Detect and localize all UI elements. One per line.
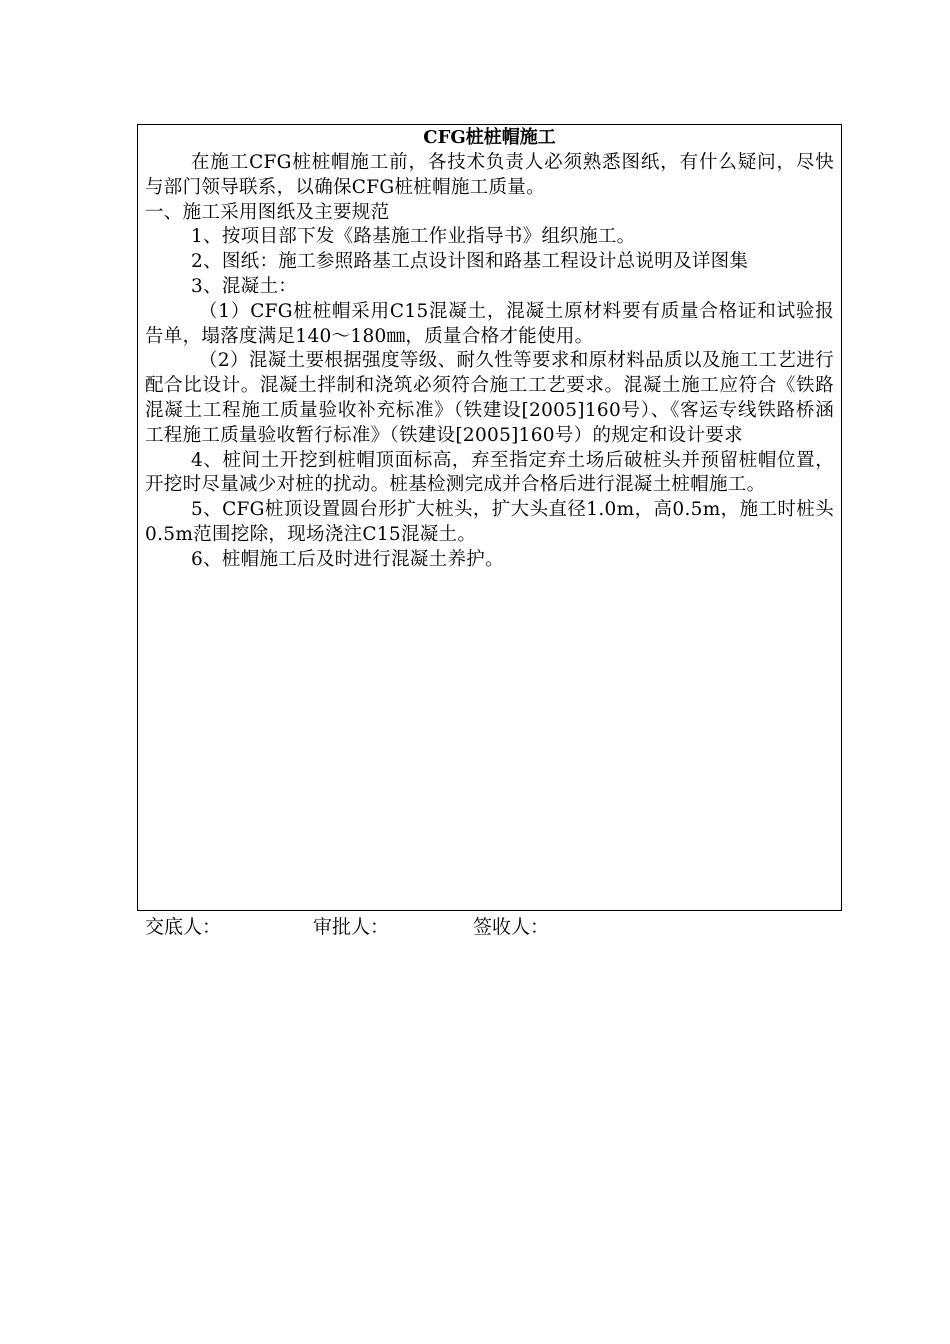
intro-paragraph: 在施工CFG桩桩帽施工前，各技术负责人必须熟悉图纸，有什么疑问，尽快与部门领导联系，以确保CFG桩桩帽施工质量。 [145,152,834,198]
receiver-label: 签收人： [473,916,550,938]
item-3-sub-2: （2）混凝土要根据强度等级、耐久性等要求和原材料品质以及施工工艺进行配合比设计。混凝土拌制和浇筑必须符合施工工艺要求。混凝土施工应符合《铁路混凝土工程施工质量验收补充标准》（铁建设[2005]160号）、《客运专线铁路桥涵工程施工质量验收暂行标准》（铁建设[2005]160号）的规定和设计要求 [145,350,834,446]
section-heading-specifications: 一、施工采用图纸及主要规范 [145,201,390,223]
item-2-drawings: 2、图纸：施工参照路基工点设计图和路基工程设计总说明及详图集 [191,251,749,273]
document-body [145,151,834,573]
handover-person-label: 交底人： [145,916,222,938]
item-3-sub-1: （1）CFG桩桩帽采用C15混凝土，混凝土原材料要有质量合格证和试验报告单，塌落度满足140～180㎜，质量合格才能使用。 [145,300,834,347]
item-4-excavation: 4、桩间土开挖到桩帽顶面标高，弃至指定弃土场后破桩头并预留桩帽位置，开挖时尽量减少对桩的扰动。桩基检测完成并合格后进行混凝土桩帽施工。 [145,449,834,496]
item-3-concrete: 3、混凝土： [191,275,298,297]
item-1-guideline: 1、按项目部下发《路基施工作业指导书》组织施工。 [191,226,636,248]
item-6-curing: 6、桩帽施工后及时进行混凝土养护。 [191,548,504,570]
item-5-pile-head: 5、CFG桩顶设置圆台形扩大桩头，扩大头直径1.0m，高0.5m，施工时桩头0.5m范围挖除，现场浇注C15混凝土。 [145,499,834,545]
approver-label: 审批人： [313,916,390,938]
document-title: CFG桩桩帽施工 [423,127,556,148]
technical-disclosure-box [137,124,842,911]
